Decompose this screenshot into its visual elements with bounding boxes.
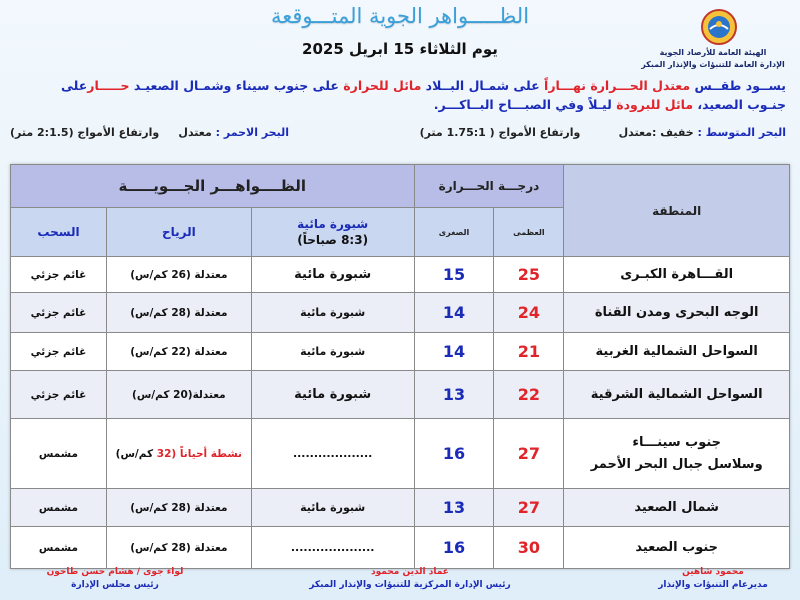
clouds-cell: غائم جزئي bbox=[11, 293, 107, 333]
max-temp-cell: 25 bbox=[494, 257, 564, 293]
wind-cell bbox=[106, 293, 251, 333]
region-cell bbox=[564, 333, 790, 371]
table-row bbox=[11, 257, 790, 293]
min-temp-cell: 14 bbox=[414, 293, 494, 333]
signature-title: مديرعام التنبؤات والإنذار bbox=[658, 580, 768, 590]
wind-cell bbox=[106, 489, 251, 527]
wind-value: معتدلة (26 كم/س) bbox=[130, 268, 228, 281]
wind-value-highlight: نشطة أحياناً (32 bbox=[156, 447, 243, 460]
summary-part: على جنوب سيناء وشمـال الصعيـد bbox=[129, 78, 344, 93]
weather-summary bbox=[46, 76, 786, 114]
fog-cell: .................... bbox=[251, 527, 414, 569]
min-temp-cell: 13 bbox=[414, 489, 494, 527]
summary-part: مائل للحرارة bbox=[343, 78, 422, 93]
min-temp-cell: 16 bbox=[414, 527, 494, 569]
region-name: الوجه البحرى ومدن القناة bbox=[594, 304, 759, 320]
clouds-cell: غائم جزئي bbox=[11, 333, 107, 371]
summary-part: يســود طقــس bbox=[690, 78, 786, 93]
table-row bbox=[11, 527, 790, 569]
region-cell bbox=[564, 257, 790, 293]
region-name: السواحل الشمالية الغربية bbox=[595, 343, 758, 359]
fog-cell: شبورة مائية bbox=[251, 371, 414, 419]
meteorological-authority-logo-icon bbox=[700, 8, 738, 46]
forecast-date: يوم الثلاثاء 15 ابريل 2025 bbox=[302, 40, 498, 58]
region-name-line-2: وسلاسل جبال البحر الأحمر bbox=[590, 456, 763, 472]
region-name: القـــاهرة الكبـرى bbox=[620, 266, 734, 282]
wind-value: معتدلة (22 كم/س) bbox=[130, 345, 228, 358]
fog-cell: شبورة مائية bbox=[251, 257, 414, 293]
wind-value: معتدلة (28 كم/س) bbox=[130, 501, 228, 514]
mediterranean-sea-conditions bbox=[420, 126, 786, 139]
signature-name: محمود شاهين bbox=[682, 567, 744, 577]
summary-part: حـــــار bbox=[87, 78, 130, 93]
region-name: شمال الصعيد bbox=[634, 499, 719, 515]
signature-central-administration bbox=[305, 566, 515, 592]
clouds-cell: مشمس bbox=[11, 527, 107, 569]
wind-cell bbox=[106, 371, 251, 419]
min-temp-cell: 14 bbox=[414, 333, 494, 371]
min-temp-cell: 15 bbox=[414, 257, 494, 293]
signature-title: رئيس مجلس الإدارة bbox=[71, 580, 159, 590]
red-sea-label: البحر الاحمر : bbox=[215, 126, 289, 139]
max-temp-cell: 27 bbox=[494, 419, 564, 489]
summary-part: على شمـال البــلاد bbox=[421, 78, 545, 93]
table-row bbox=[11, 371, 790, 419]
fog-cell: ................... bbox=[251, 419, 414, 489]
region-name: جنوب سينـــاء bbox=[632, 434, 722, 450]
fog-cell: شبورة مائية bbox=[251, 293, 414, 333]
table-row bbox=[11, 293, 790, 333]
wind-cell bbox=[106, 527, 251, 569]
summary-part: على bbox=[60, 78, 88, 93]
fog-cell: شبورة مائية bbox=[251, 333, 414, 371]
table-row bbox=[11, 333, 790, 371]
clouds-cell: مشمس bbox=[11, 489, 107, 527]
region-name: جنوب الصعيد bbox=[635, 539, 719, 555]
region-cell bbox=[564, 371, 790, 419]
org-line-1: الهيئة العامة للأرصاد الجوية bbox=[659, 48, 767, 57]
max-temp-cell: 21 bbox=[494, 333, 564, 371]
red-sea-conditions bbox=[10, 126, 289, 139]
signature-name: عماد الدين محمود bbox=[371, 567, 449, 577]
header-clouds: السحب bbox=[11, 208, 107, 257]
max-temp-cell: 22 bbox=[494, 371, 564, 419]
region-cell bbox=[564, 419, 790, 489]
region-cell bbox=[564, 489, 790, 527]
mediterranean-waves: وارتفاع الأمواج ( 1.75:1 متر) bbox=[419, 126, 581, 139]
organization-name bbox=[638, 47, 788, 71]
max-temp-cell: 30 bbox=[494, 527, 564, 569]
summary-part: معتدل الحـــرارة نهـــاراً bbox=[544, 78, 691, 93]
mediterranean-label: البحر المتوسط : bbox=[697, 126, 786, 139]
page-title: الظـــــواهر الجوية المتـــوقعة bbox=[270, 4, 530, 28]
red-sea-waves: وارتفاع الأمواج (2:1.5 متر) bbox=[10, 126, 160, 139]
clouds-cell: مشمس bbox=[11, 419, 107, 489]
header-fog-label: شبورة مائية bbox=[297, 217, 369, 231]
wind-value: معتدلة (28 كم/س) bbox=[130, 541, 228, 554]
header-fog bbox=[251, 208, 414, 257]
signature-name: لواء جوى / هشام حسن طاحون bbox=[46, 567, 184, 577]
table-row bbox=[11, 419, 790, 489]
mediterranean-state: خفيف :معتدل bbox=[618, 126, 694, 139]
signature-title: رئيس الإدارة المركزية للتنبؤات والإنذار المبكر bbox=[309, 580, 511, 590]
forecast-table bbox=[10, 164, 790, 569]
region-cell bbox=[564, 527, 790, 569]
wind-cell bbox=[106, 419, 251, 489]
clouds-cell: غائم جزئي bbox=[11, 371, 107, 419]
wind-cell bbox=[106, 333, 251, 371]
header-temperature: درجـــة الحـــرارة bbox=[414, 165, 564, 208]
wind-value: معتدلة (28 كم/س) bbox=[130, 306, 228, 319]
header-max: العظمى bbox=[494, 208, 564, 257]
header-region: المنطقة bbox=[564, 165, 790, 257]
table-row bbox=[11, 489, 790, 527]
region-cell bbox=[564, 293, 790, 333]
header-fog-time: (8:3 صباحاً) bbox=[297, 233, 369, 247]
max-temp-cell: 27 bbox=[494, 489, 564, 527]
signature-forecast-director bbox=[638, 566, 788, 592]
clouds-cell: غائم جزئي bbox=[11, 257, 107, 293]
wind-value-tail: كم/س) bbox=[115, 447, 157, 460]
min-temp-cell: 13 bbox=[414, 371, 494, 419]
red-sea-state: معتدل bbox=[178, 126, 212, 139]
summary-part: ليـلاً وفي الصبـــاح البــاكـــر. bbox=[433, 97, 617, 112]
region-name: السواحل الشمالية الشرقية bbox=[590, 386, 763, 402]
wind-cell bbox=[106, 257, 251, 293]
min-temp-cell: 16 bbox=[414, 419, 494, 489]
fog-cell: شبورة مائية bbox=[251, 489, 414, 527]
sea-conditions bbox=[10, 126, 786, 146]
wind-value: معتدلة(20 كم/س) bbox=[132, 388, 226, 401]
max-temp-cell: 24 bbox=[494, 293, 564, 333]
org-line-2: الإدارة العامة للتنبؤات والإنذار المبكر bbox=[641, 60, 785, 69]
summary-part: مائل للبرودة bbox=[616, 97, 694, 112]
signature-board-chairman bbox=[30, 566, 200, 592]
summary-part: جنـوب الصعيد، bbox=[693, 97, 786, 112]
header-min: الصغرى bbox=[414, 208, 494, 257]
header-phenomena: الظــــواهـــر الجـــويـــــة bbox=[11, 165, 415, 208]
header-wind: الرياح bbox=[106, 208, 251, 257]
